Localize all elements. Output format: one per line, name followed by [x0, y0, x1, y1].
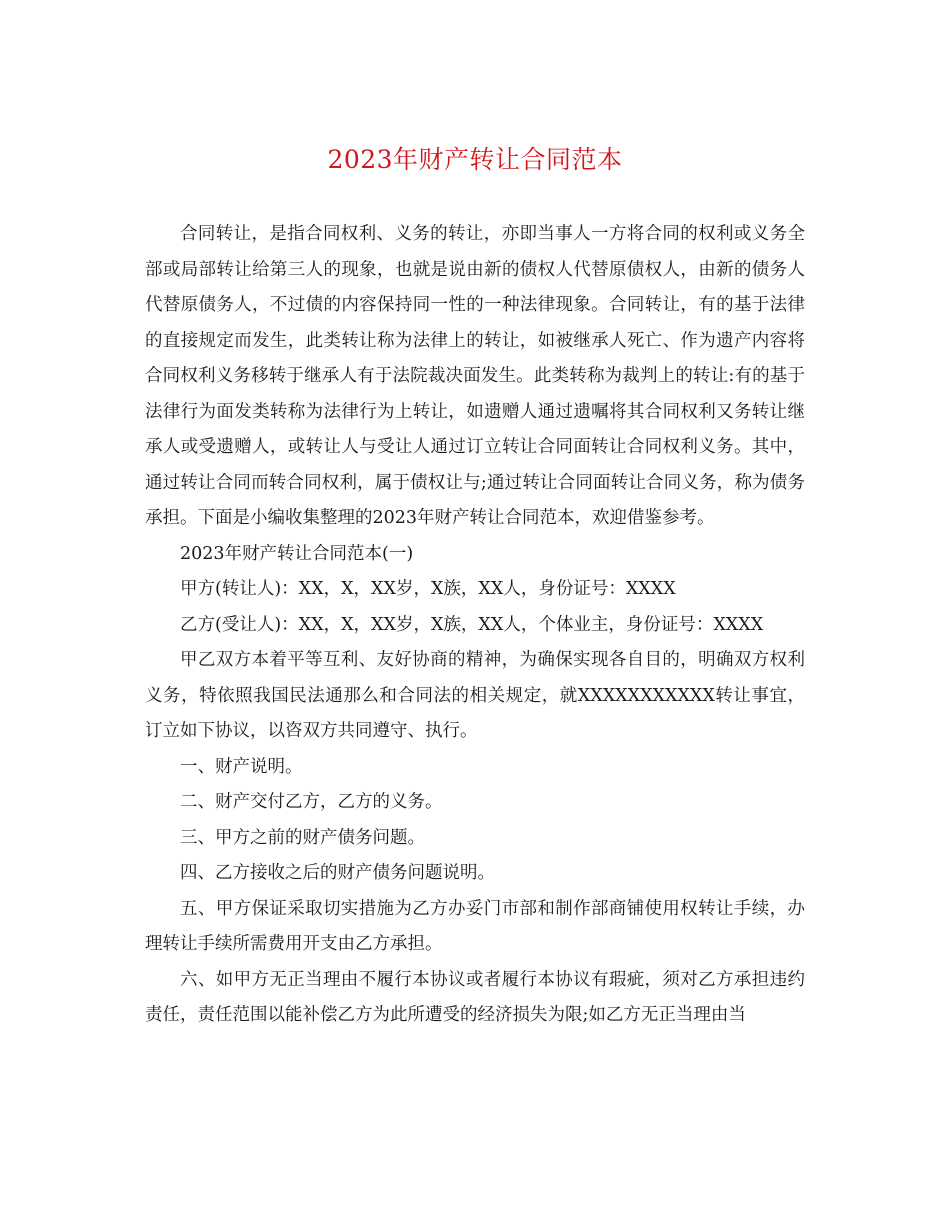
- paragraph-clause-2: 二、财产交付乙方，乙方的义务。: [180, 792, 443, 812]
- paragraph-clause-5: 五、甲方保证采取切实措施为乙方办妥门市部和制作部商铺使用权转让手续，办理转让手续所需费用开支由乙方承担。: [145, 898, 805, 954]
- paragraph-clause-4: 四、乙方接收之后的财产债务问题说明。: [180, 863, 495, 883]
- paragraph-party-b: 乙方(受让人)：XX，X，XX岁，X族，XX人，个体业主，身份证号：XXXX: [180, 614, 764, 635]
- document-title: 2023年财产转让合同范本: [327, 145, 623, 174]
- paragraph-intro: 合同转让，是指合同权利、义务的转让，亦即当事人一方将合同的权利或义务全部或局部转让给第三人的现象，也就是说由新的债权人代替原债权人，由新的债务人代替原债务人，不过债的内容保持同一性的一种法律现象。合同转让，有的基于法律的直接规定而发生，此类转让称为法律上的转让，如被继承人死亡、作为遗产内容将合同权利义务移转于继承人有于法院裁决面发生。此类转称为裁判上的转让:有的基于法律行为面发类转称为法律行为上转让，如遗赠人通过遗嘱将其合同权利又务转让继承人或受遗赠人，或转让人与受让人通过订立转让合同面转让合同权利义务。其中，通过转让合同而转合同权利，属于债权让与;通过转让合同面转让合同义务，称为债务承担。下面是小编收集整理的2023年财产转让合同范本，欢迎借鉴参考。: [145, 224, 805, 528]
- document-body: [145, 217, 805, 1034]
- paragraph-clause-3: 三、甲方之前的财产债务问题。: [180, 827, 425, 848]
- paragraph-agreement-purpose: 甲乙双方本着平等互利、友好协商的精神，为确保实现各自目的，明确双方权利义务，特依照我国民法通那么和合同法的相关规定，就XXXXXXXXXXX转让事宜，订立如下协议，以咨双方共同遵守、执行。: [145, 650, 805, 741]
- paragraph-section-heading: 2023年财产转让合同范本(一): [180, 543, 414, 564]
- paragraph-party-a: 甲方(转让人)：XX，X，XX岁，X族，XX人，身份证号：XXXX: [180, 579, 676, 599]
- paragraph-clause-6: 六、如甲方无正当理由不履行本协议或者履行本协议有瑕疵，须对乙方承担违约责任，责任范围以能补偿乙方为此所遭受的经济损失为限;如乙方无正当理由当: [145, 969, 805, 1025]
- paragraph-clause-1: 一、财产说明。: [180, 756, 303, 777]
